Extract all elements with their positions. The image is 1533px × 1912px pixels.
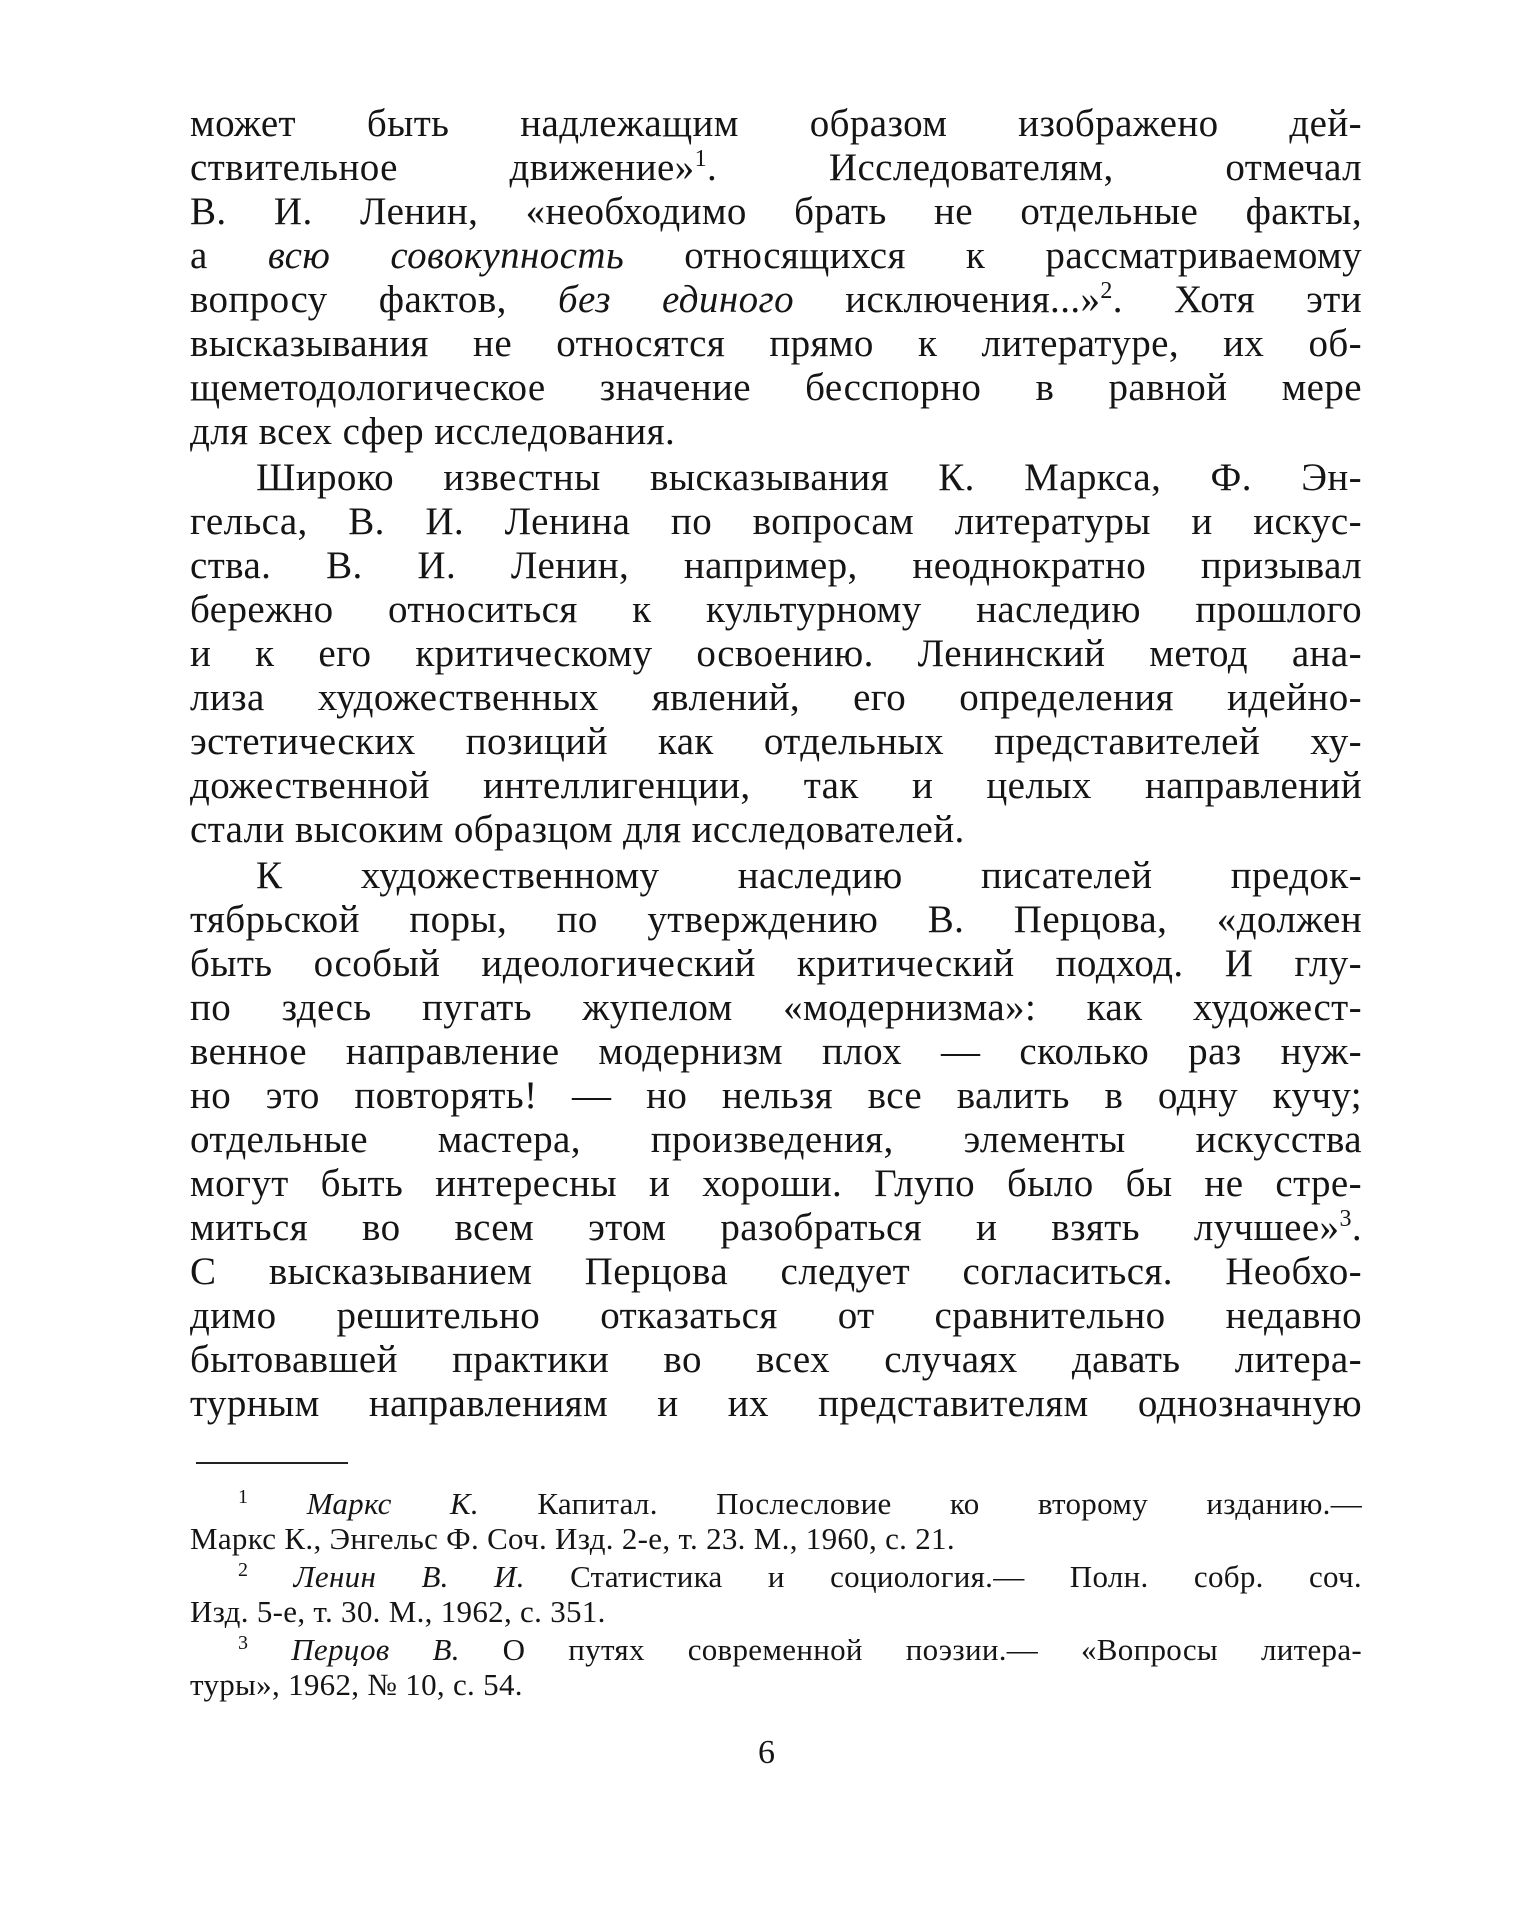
body-line: по здесь пугать жупелом «модернизма»: как художест- xyxy=(190,986,1362,1029)
footnote-line xyxy=(190,1632,1362,1667)
body-line: бережно относиться к культурному наследию прошлого xyxy=(190,588,1362,631)
italic-text: всю совокупность xyxy=(267,234,625,277)
body-line: Широко известны высказывания К. Маркса, Ф. Эн- xyxy=(256,456,1362,499)
body-line: турным направлениям и их представителям однозначную xyxy=(190,1382,1362,1425)
body-text: . xyxy=(1351,1206,1362,1249)
body-line: быть особый идеологический критический подход. И глу- xyxy=(190,942,1362,985)
body-text: относящихся к рассматриваемому xyxy=(624,234,1362,277)
footnotes xyxy=(190,1486,1362,1702)
body-line: В. И. Ленин, «необходимо брать не отдельные факты, xyxy=(190,190,1362,233)
italic-text: без единого xyxy=(558,278,794,321)
footnote-line: Маркс К., Энгельс Ф. Соч. Изд. 2-е, т. 23. М., 1960, с. 21. xyxy=(190,1521,955,1556)
body-line: лиза художественных явлений, его определения идейно- xyxy=(190,676,1362,719)
footnote-line: туры», 1962, № 10, с. 54. xyxy=(190,1667,523,1702)
body-line xyxy=(190,146,1362,190)
body-line: и к его критическому освоению. Ленинский метод ана- xyxy=(190,632,1362,675)
body-line: но это повторять! — но нельзя все валить в одну кучу; xyxy=(190,1074,1362,1117)
footnote-number: 3 xyxy=(238,1632,249,1654)
footnote-ref: 2 xyxy=(1100,278,1113,304)
footnote-number: 1 xyxy=(238,1486,249,1508)
body-text: . xyxy=(706,146,718,189)
footnote-ref: 1 xyxy=(694,146,707,172)
body-line xyxy=(190,1206,1362,1250)
body-text: миться во всем этом разобраться и взять лучшее» xyxy=(190,1206,1340,1249)
body-line: К художественному наследию писателей предок- xyxy=(256,854,1362,897)
footnote-ref: 3 xyxy=(1339,1206,1352,1232)
body-line: могут быть интересны и хороши. Глупо было бы не стре- xyxy=(190,1162,1362,1205)
footnote-line xyxy=(190,1559,1362,1594)
body-text: ствительное движение» xyxy=(190,146,695,189)
body-line: С высказыванием Перцова следует согласиться. Необхо- xyxy=(190,1250,1362,1293)
body-text: а xyxy=(190,234,268,277)
body-line: димо решительно отказаться от сравнительно недавно xyxy=(190,1294,1362,1337)
body-line: ства. В. И. Ленин, например, неоднократно призывал xyxy=(190,544,1362,587)
footnote-text: О путях современной поэзии.— «Вопросы литера- xyxy=(459,1632,1362,1667)
footnote-text: Статистика и социология.— Полн. собр. соч. xyxy=(524,1559,1362,1594)
body-line: высказывания не относятся прямо к литературе, их об- xyxy=(190,322,1362,365)
footnote-line: Изд. 5-е, т. 30. М., 1962, с. 351. xyxy=(190,1594,606,1629)
page-number: 6 xyxy=(758,1734,775,1771)
body-line: щеметодологическое значение бесспорно в равной мере xyxy=(190,366,1362,409)
body-line xyxy=(190,278,1362,322)
body-line: отдельные мастера, произведения, элементы искусства xyxy=(190,1118,1362,1161)
body-line: для всех сфер исследования. xyxy=(190,410,676,453)
footnote-number: 2 xyxy=(238,1559,249,1581)
footnote-author: Ленин В. И. xyxy=(293,1559,525,1594)
body-text: Исследователям, отмечал xyxy=(828,146,1362,189)
main-text xyxy=(190,102,1362,1426)
body-line: может быть надлежащим образом изображено дей- xyxy=(190,102,1362,145)
footnote-author: Маркс К. xyxy=(306,1486,479,1521)
body-line: гельса, В. И. Ленина по вопросам литературы и искус- xyxy=(190,500,1362,543)
footnote-line xyxy=(190,1486,1362,1521)
body-line: дожественной интеллигенции, так и целых направлений xyxy=(190,764,1362,807)
body-line: бытовавшей практики во всех случаях давать литера- xyxy=(190,1338,1362,1381)
body-line: эстетических позиций как отдельных представителей ху- xyxy=(190,720,1362,763)
body-line: тябрьской поры, по утверждению В. Перцова, «должен xyxy=(190,898,1362,941)
body-line: стали высоким образцом для исследователей. xyxy=(190,808,965,851)
body-text: исключения...» xyxy=(793,278,1101,321)
body-line: венное направление модернизм плох — сколько раз нуж- xyxy=(190,1030,1362,1073)
footnote-text: Капитал. Послесловие ко второму изданию.— xyxy=(478,1486,1362,1521)
footnote-divider xyxy=(196,1462,348,1464)
body-text: . Хотя эти xyxy=(1112,278,1362,321)
body-text: вопросу фактов, xyxy=(190,278,559,321)
footnote-author: Перцов В. xyxy=(291,1632,460,1667)
body-line xyxy=(190,234,1362,278)
